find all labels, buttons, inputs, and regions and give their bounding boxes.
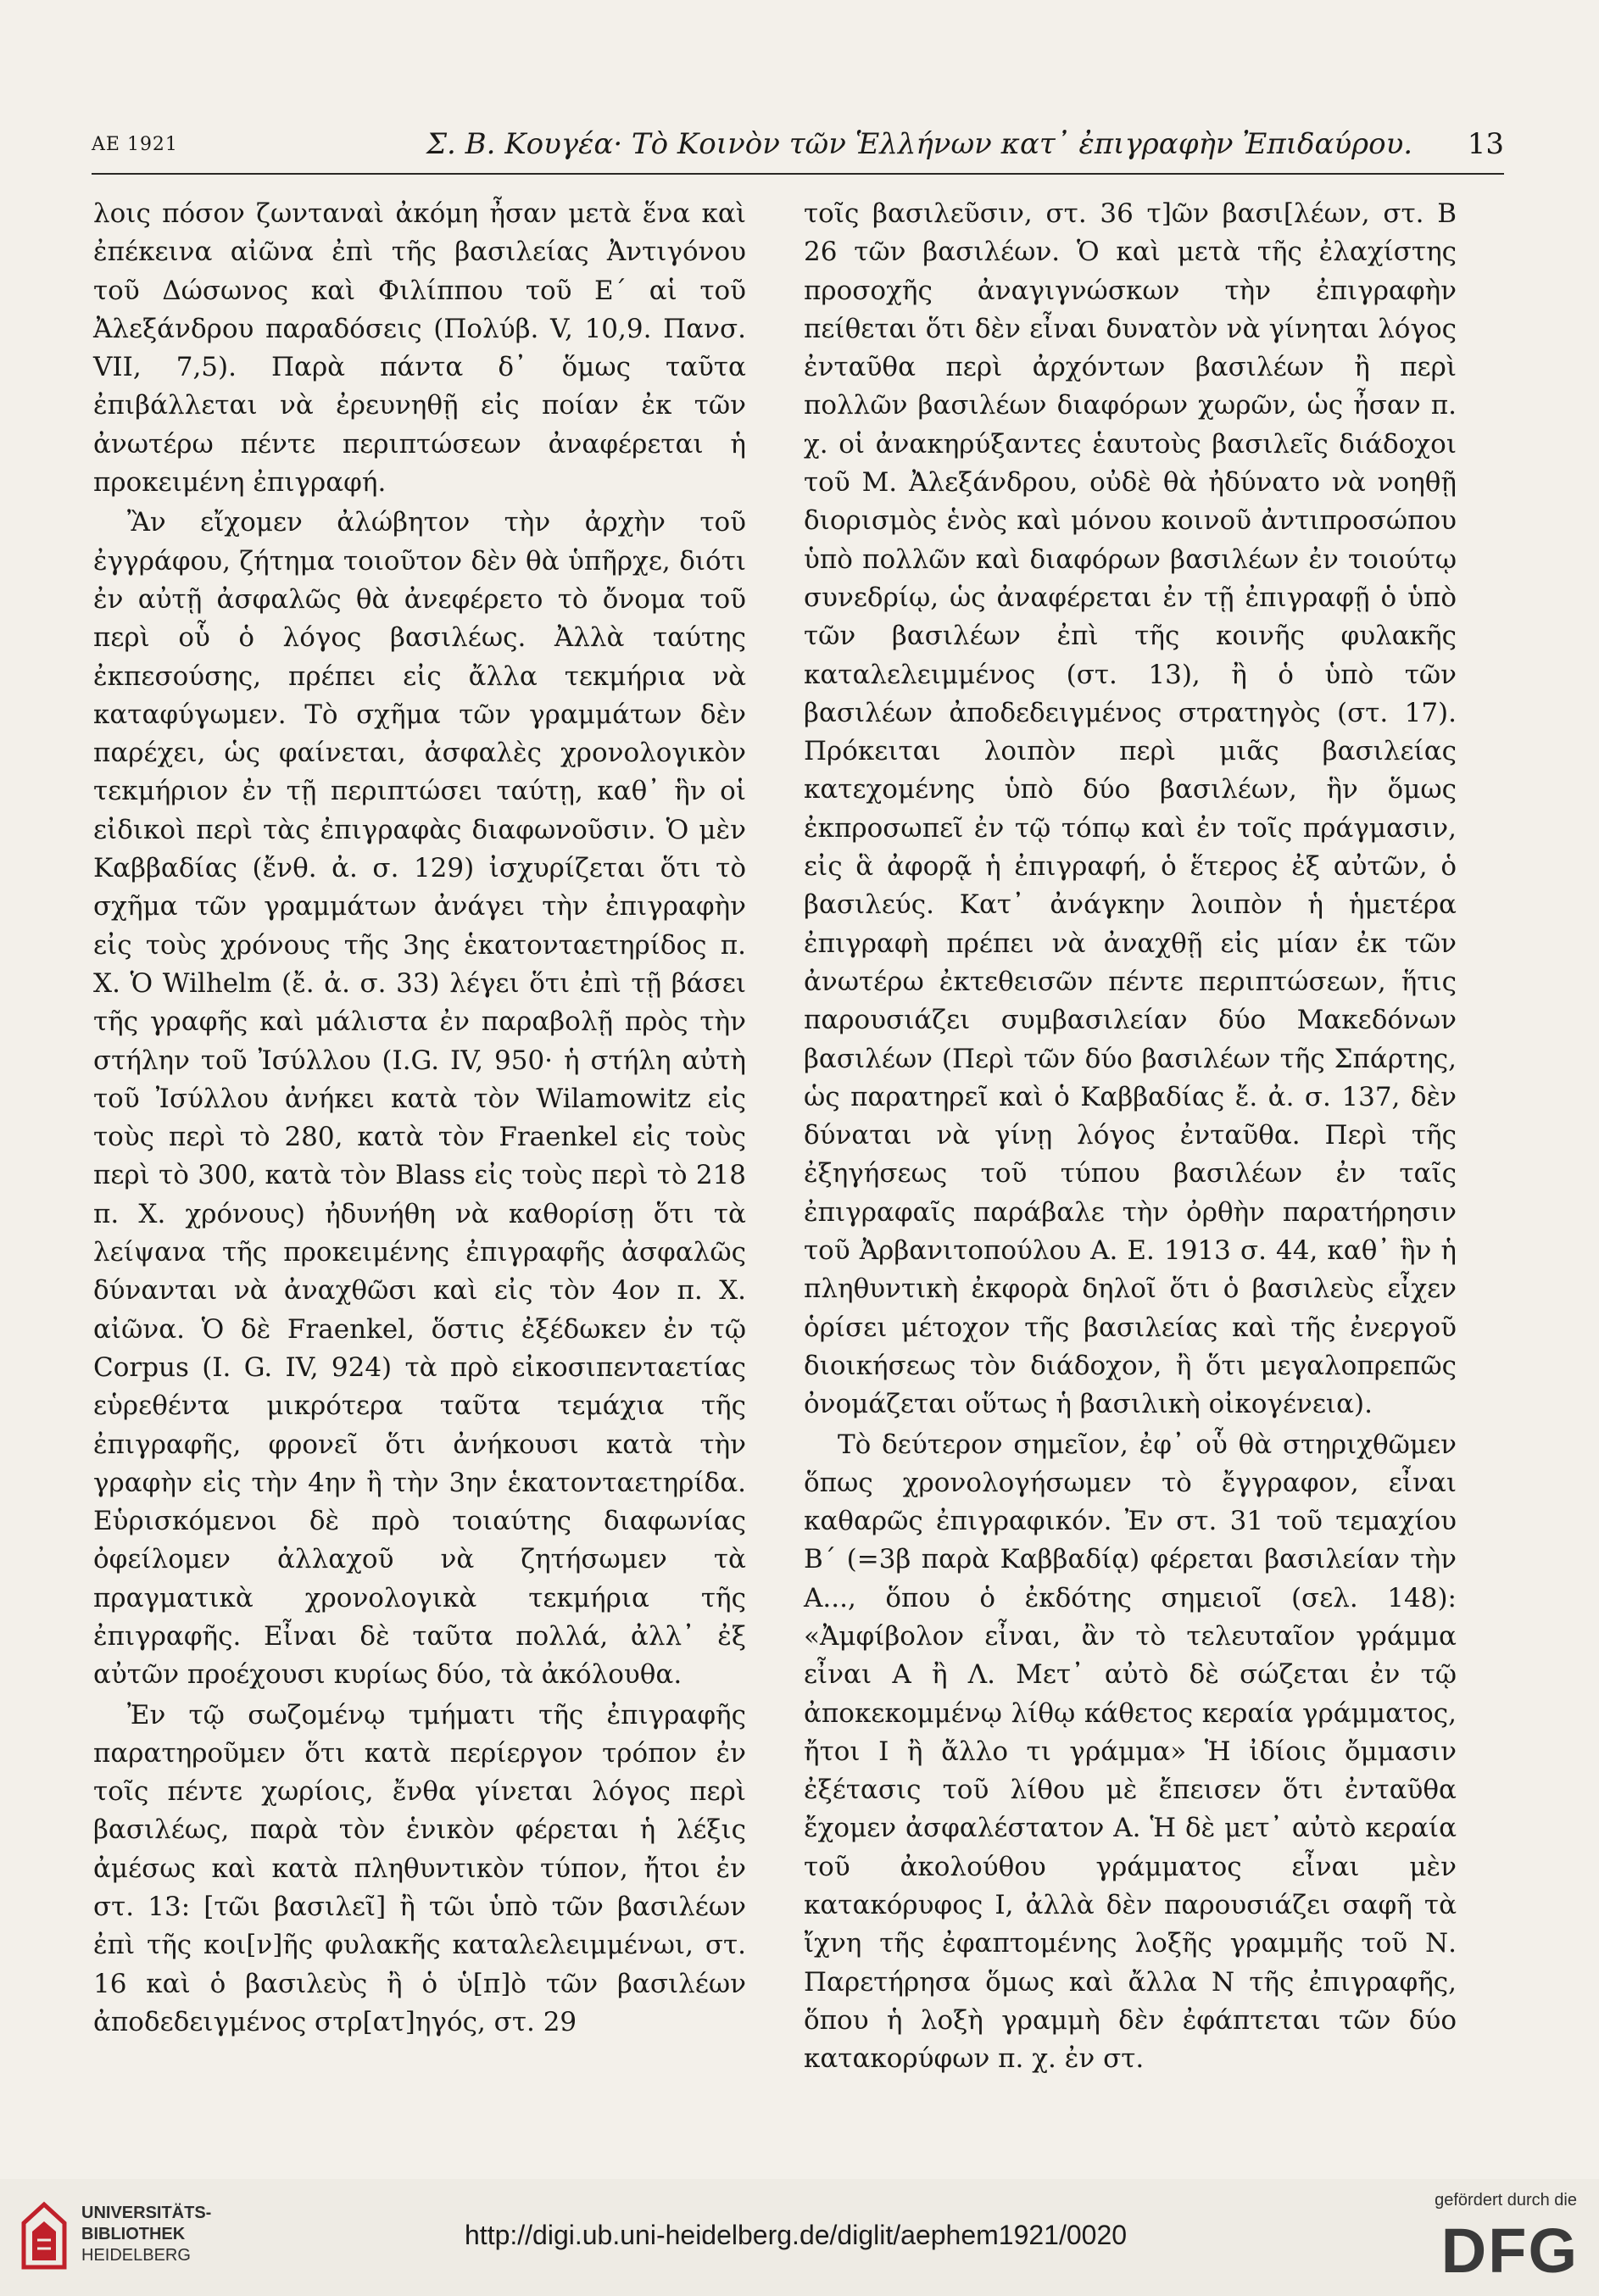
institution-line-3: HEIDELBERG <box>81 2246 191 2265</box>
institution-line-1: UNIVERSITÄTS- <box>81 2204 212 2222</box>
institution-line-2: BIBLIOTHEK <box>81 2225 186 2243</box>
footer-bar <box>0 2179 1599 2296</box>
left-paragraph-2: Ἂν εἴχομεν ἀλώβητον τὴν ἀρχὴν τοῦ ἐγγράφου, ζήτημα τοιοῦτον δὲν θὰ ὑπῆρχε, διότι ἐν αὐτῇ ἀσφαλῶς θὰ ἀνεφέρετο τὸ ὄνομα τοῦ περὶ οὗ ὁ λόγος βασιλέως. Ἀλλὰ ταύτης ἐκπεσούσης, πρέπει εἰς ἄλλα τεκμήρια νὰ καταφύγωμεν. Τὸ σχῆμα τῶν γραμμάτων δὲν παρέχει, ὡς φαίνεται, ἀσφαλὲς χρονολογικὸν τεκμήριον ἐν τῇ περιπτώσει ταύτῃ, καθ᾽ ἣν οἱ εἰδικοὶ περὶ τὰς ἐπιγραφὰς διαφωνοῦσιν. Ὁ μὲν Καββαδίας (ἔνθ. ἀ. σ. 129) ἰσχυρίζεται ὅτι τὸ σχῆμα τῶν γραμμάτων ἀνάγει τὴν ἐπιγραφὴν εἰς τοὺς χρόνους τῆς 3ης ἑκατονταετηρίδος π. Χ. Ὁ Wilhelm (ἔ. ἀ. σ. 33) λέγει ὅτι ἐπὶ τῇ βάσει τῆς γραφῆς καὶ μάλιστα ἐν παραβολῇ πρὸς τὴν στήλην τοῦ Ἰσύλλου (I.G. IV, 950· ἡ στήλη αὐτὴ τοῦ Ἰσύλλου ἀνήκει κατὰ τὸν Wilamowitz εἰς τοὺς περὶ τὸ 280, κατὰ τὸν Fraenkel εἰς τοὺς περὶ τὸ 300, κατὰ τὸν Blass εἰς τοὺς περὶ τὸ 218 π. Χ. χρόνους) ἠδυνήθη νὰ καθορίσῃ ὅτι τὰ λείψανα τῆς προκειμένης ἐπιγραφῆς ἀσφαλῶς δύνανται νὰ ἀναχθῶσι καὶ εἰς τὸν 4ον π. Χ. αἰῶνα. Ὁ δὲ Fraenkel, ὅστις ἐξέδωκεν ἐν τῷ Corpus (I. G. IV, 924) τὰ πρὸ εἰκοσιπενταετίας εὑρεθέντα μικρότερα ταῦτα τεμάχια τῆς ἐπιγραφῆς, φρονεῖ ὅτι ἀνήκουσι κατὰ τὴν γραφὴν εἰς τὴν 4ην ἢ τὴν 3ην ἑκατονταετηρίδα. Εὑρισκόμενοι δὲ πρὸ τοιαύτης διαφωνίας ὀφείλομεν ἀλλαχοῦ νὰ ζητήσωμεν τὰ πραγματικὰ χρονολογικὰ τεκμήρια τῆς ἐπιγραφῆς. Εἶναι δὲ ταῦτα πολλά, ἀλλ᾽ ἐξ αὐτῶν προέχουσι κυρίως δύο, τὰ ἀκόλουθα. <box>93 507 746 1691</box>
running-title: Σ. Β. Κουγέα· Τὸ Κοινὸν τῶν Ἑλλήνων κατ᾽ ἐπιγραφὴν Ἐπιδαύρου. <box>426 127 1413 161</box>
running-head <box>92 127 1504 168</box>
funder-label: gefördert durch die <box>1435 2191 1577 2210</box>
page-number: 13 <box>1467 127 1504 161</box>
source-url-link[interactable]: http://digi.ub.uni-heidelberg.de/diglit/aephem1921/0020 <box>465 2220 1128 2250</box>
institution-name <box>81 2203 211 2266</box>
dfg-logo: DFG <box>1440 2215 1579 2286</box>
left-paragraph-3: Ἐν τῷ σωζομένῳ τμήματι τῆς ἐπιγραφῆς παρατηροῦμεν ὅτι κατὰ περίεργον τρόπον ἐν τοῖς πέντε χωρίοις, ἔνθα γίνεται λόγος περὶ βασιλέως, παρὰ τὸν ἑνικὸν φέρεται ἡ λέξις ἀμέσως καὶ κατὰ πληθυντικὸν τύπον, ἤτοι ἐν στ. 13: [τῶι βασιλεῖ] ἢ τῶι ὑπὸ τῶν βασιλέων ἐπὶ τῆς κοι[ν]ῆς φυλακῆς καταλελειμμένωι, στ. 16 καὶ ὁ βασιλεὺς ἢ ὁ ὑ[π]ὸ τῶν βασιλέων ἀποδεδειγμένος στρ[ατ]ηγός, στ. 29 <box>93 1699 746 2037</box>
header-rule <box>92 173 1504 175</box>
right-column <box>804 195 1457 2081</box>
journal-label: ΑΕ 1921 <box>92 134 178 155</box>
university-library-logo-icon <box>19 2198 71 2274</box>
right-paragraph-1: τοῖς βασιλεῦσιν, στ. 36 τ]ῶν βασι[λέων, στ. Β 26 τῶν βασιλέων. Ὁ καὶ μετὰ τῆς ἐλαχίστης προσοχῆς ἀναγιγνώσκων τὴν ἐπιγραφὴν πείθεται ὅτι δὲν εἶναι δυνατὸν νὰ γίνηται λόγος ἐνταῦθα περὶ ἀρχόντων βασιλέων ἢ περὶ πολλῶν βασιλέων διαφόρων χωρῶν, ὡς ἦσαν π. χ. οἱ ἀνακηρύξαντες ἑαυτοὺς βασιλεῖς διάδοχοι τοῦ Μ. Ἀλεξάνδρου, οὐδὲ θὰ ἠδύνατο νὰ νοηθῇ διορισμὸς ἑνὸς καὶ μόνου κοινοῦ ἀντιπροσώπου ὑπὸ πολλῶν καὶ διαφόρων βασιλέων ἐν τοιούτῳ συνεδρίῳ, ὡς ἀναφέρεται ἐν τῇ ἐπιγραφῇ ὁ ὑπὸ τῶν βασιλέων ἐπὶ τῆς κοινῆς φυλακῆς καταλελειμμένος (στ. 13), ἢ ὁ ὑπὸ τῶν βασιλέων ἀποδεδειγμένος στρατηγὸς (στ. 17). Πρόκειται λοιπὸν περὶ μιᾶς βασιλείας κατεχομένης ὑπὸ δύο βασιλέων, ἣν ὅμως ἐκπροσωπεῖ ἐν τῷ τόπῳ καὶ ἐν τοῖς πράγμασιν, εἰς ἃ ἀφορᾷ ἡ ἐπιγραφή, ὁ ἕτερος ἐξ αὐτῶν, ὁ βασιλεύς. Κατ᾽ ἀνάγκην λοιπὸν ἡ ἡμετέρα ἐπιγραφὴ πρέπει νὰ ἀναχθῇ εἰς μίαν ἐκ τῶν ἀνωτέρω ἐκτεθεισῶν πέντε περιπτώσεων, ἥτις παρουσιάζει συμβασιλείαν δύο Μακεδόνων βασιλέων (Περὶ τῶν δύο βασιλέων τῆς Σπάρτης, ὡς παρατηρεῖ καὶ ὁ Καββαδίας ἔ. ἀ. σ. 137, δὲν δύναται νὰ γίνῃ λόγος ἐνταῦθα. Περὶ τῆς ἐξηγήσεως τοῦ τύπου βασιλέων ἐν ταῖς ἐπιγραφαῖς παράβαλε τὴν ὀρθὴν παρατήρησιν τοῦ Ἀρβανιτοπούλου Α. Ε. 1913 σ. 44, καθ᾽ ἣν ἡ πληθυντικὴ ἐκφορὰ δηλοῖ ὅτι ὁ βασιλεὺς εἶχεν ὁρίσει μέτοχον τῆς βασιλείας καὶ τῆς ἐνεργοῦ διοικήσεως τὸν διάδοχον, ἢ ὅτι μεγαλοπρεπῶς ὀνομάζεται οὕτως ἡ βασιλικὴ οἰκογένεια). <box>804 198 1457 1420</box>
right-paragraph-2: Τὸ δεύτερον σημεῖον, ἐφ᾽ οὗ θὰ στηριχθῶμεν ὅπως χρονολογήσωμεν τὸ ἔγγραφον, εἶναι καθαρῶς ἐπιγραφικόν. Ἐν στ. 31 τοῦ τεμαχίου Β΄ (=3β παρὰ Καββαδίᾳ) φέρεται βασιλείαν τὴν Α..., ὅπου ὁ ἐκδότης σημειοῖ (σελ. 148): «Ἀμφίβολον εἶναι, ἂν τὸ τελευταῖον γράμμα εἶναι Α ἢ Λ. Μετ᾽ αὐτὸ δὲ σώζεται ἐν τῷ ἀποκεκομμένῳ λίθῳ κάθετος κεραία γράμματος, ἤτοι Ι ἢ ἄλλο τι γράμμα» Ἡ ἰδίοις ὄμμασιν ἐξέτασις τοῦ λίθου μὲ ἔπεισεν ὅτι ἐνταῦθα ἔχομεν ἀσφαλέστατον Α. Ἡ δὲ μετ᾽ αὐτὸ κεραία τοῦ ἀκολούθου γράμματος εἶναι μὲν κατακόρυφος Ι, ἀλλὰ δὲν παρουσιάζει σαφῆ τὰ ἴχνη τῆς ἐφαπτομένης λοξῆς γραμμῆς τοῦ Ν. Παρετήρησα ὅμως καὶ ἄλλα Ν τῆς ἐπιγραφῆς, ὅπου ἡ λοξὴ γραμμὴ δὲν ἐφάπτεται τῶν δύο κατακορύφων π. χ. ἐν στ. <box>804 1429 1457 2075</box>
left-paragraph-1: λοις πόσον ζωνταναὶ ἀκόμη ἦσαν μετὰ ἕνα καὶ ἐπέκεινα αἰῶνα ἐπὶ τῆς βασιλείας Ἀντιγόνου τοῦ Δώσωνος καὶ Φιλίππου τοῦ Ε΄ αἱ τοῦ Ἀλεξάνδρου παραδόσεις (Πολύβ. V, 10,9. Πανσ. VII, 7,5). Παρὰ πάντα δ᾽ ὅμως ταῦτα ἐπιβάλλεται νὰ ἐρευνηθῇ εἰς ποίαν ἐκ τῶν ἀνωτέρω πέντε περιπτώσεων ἀναφέρεται ἡ προκειμένη ἐπιγραφή. <box>93 198 746 499</box>
left-column <box>93 195 746 2043</box>
